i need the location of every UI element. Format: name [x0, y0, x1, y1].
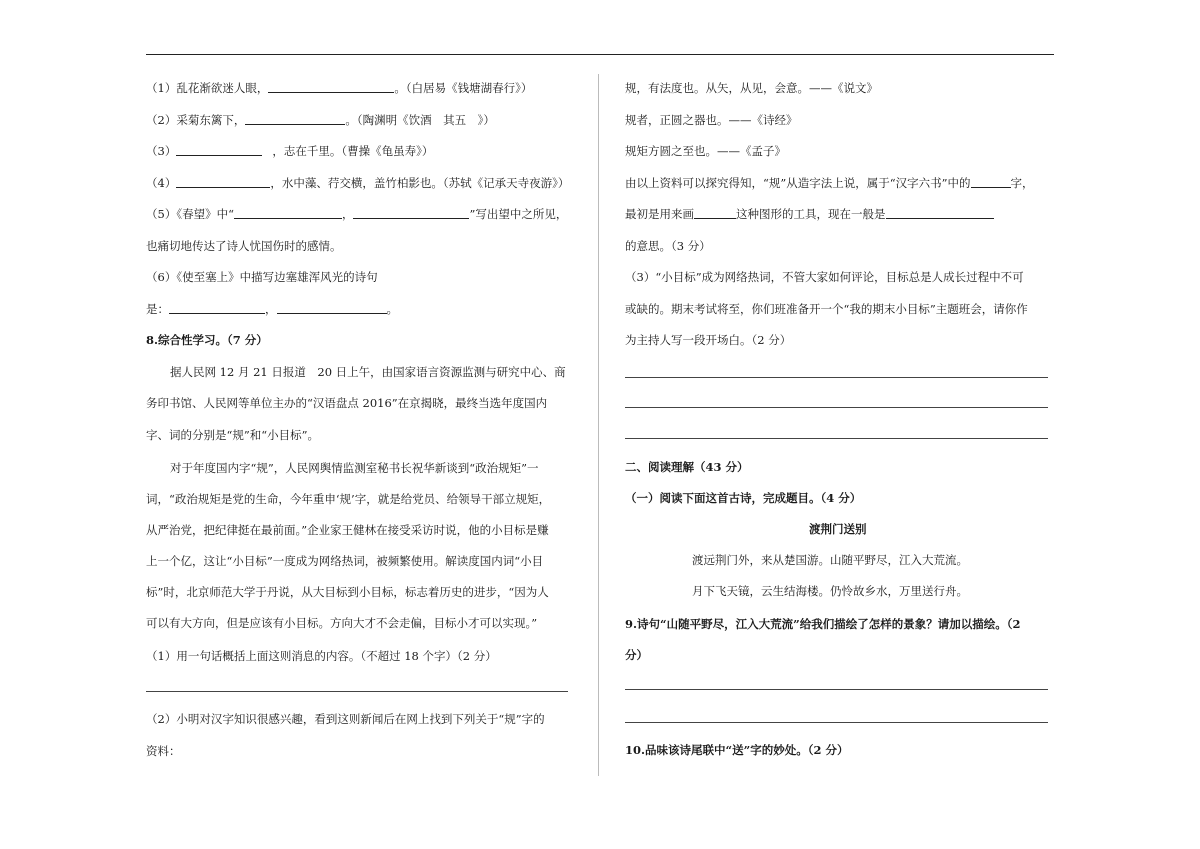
answer-blank[interactable]: [176, 144, 262, 156]
q8-p2-line: 可以有大方向，但是应该有小目标。方向大才不会走偏，目标小才可以实现。”: [146, 616, 538, 630]
q7-item-1-source: 。（白居易《钱塘湖春行》）: [394, 81, 533, 95]
q9-prompt-cont: 分）: [625, 648, 648, 662]
q10-prompt: 10.品味该诗尾联中“送”字的妙处。（2 分）: [625, 743, 849, 757]
answer-line[interactable]: [625, 438, 1048, 439]
q7-item-6-end: 。: [386, 302, 398, 316]
q8-p1-line: 务印书馆、人民网等单位主办的“汉语盘点 2016”在京揭晓，最终当选年度国内: [146, 396, 548, 410]
q8-p2-line: 上一个亿，这让“小目标”一度成为网络热词，被频繁使用。解读度国内词“小目: [146, 554, 544, 568]
section-two-title: 二、阅读理解（43 分）: [625, 460, 749, 474]
q8-p2-line: 标”时，北京师范大学于丹说，从大目标到小目标，标志着历史的进步，“因为人: [146, 585, 549, 599]
q7-item-6-comma: ，: [265, 302, 277, 316]
q7-item-3-prompt: （3）: [146, 144, 177, 158]
q8-sub2-question-end: 的意思。（3 分）: [625, 239, 711, 253]
answer-blank[interactable]: [169, 302, 265, 314]
header-rule: [146, 54, 1054, 55]
poem-line-2: 月下飞天镜，云生结海楼。仍怜故乡水，万里送行舟。: [692, 584, 968, 598]
answer-blank[interactable]: [245, 113, 345, 125]
q7-item-5: [146, 206, 567, 222]
answer-line[interactable]: [625, 722, 1048, 723]
q7-item-6-prompt: 是：: [146, 302, 169, 316]
q8-sub2-cont: 资料：: [146, 744, 181, 758]
q8-sub2-question-text: 这种图形的工具，现在一般是: [736, 207, 886, 221]
q9-prompt: 9.诗句“山随平野尽，江入大荒流”给我们描绘了怎样的景象？请加以描绘。（2: [625, 617, 1021, 631]
answer-blank[interactable]: [277, 302, 387, 314]
answer-blank[interactable]: [694, 207, 736, 219]
q7-item-3-source: ，志在千里。（曹操《龟虽寿》）: [272, 144, 434, 158]
q8-p1-line: 据人民网 12 月 21 日报道 20 日上午，由国家语言资源监测与研究中心、商: [170, 365, 566, 379]
column-divider: [598, 74, 599, 776]
q7-item-2-source: 。（陶渊明《饮酒 其五 》）: [345, 113, 495, 127]
part-one-instruction: （一）阅读下面这首古诗，完成题目。（4 分）: [625, 491, 862, 505]
q7-item-2: [146, 112, 495, 128]
q7-item-4-source: ，水中藻、荇交横，盖竹柏影也。（苏轼《记承天寺夜游》）: [270, 176, 570, 190]
answer-blank[interactable]: [353, 207, 469, 219]
source-shijing: 规者，正圆之器也。——《诗经》: [625, 113, 798, 127]
q8-p2-line: 词，“政治规矩是党的生命，今年重申‘规’字，就是给党员、给领导干部立规矩，: [146, 492, 551, 506]
q8-sub3-cont: 或缺的。期末考试将至，你们班准备开一个“我的期末小目标”主题班会，请你作: [625, 302, 1028, 316]
answer-blank[interactable]: [176, 176, 270, 188]
q7-item-2-prompt: （2）采菊东篱下，: [146, 113, 246, 127]
answer-line[interactable]: [625, 407, 1048, 408]
q8-sub3-cont: 为主持人写一段开场白。（2 分）: [625, 333, 792, 347]
answer-blank[interactable]: [268, 81, 394, 93]
q7-item-5-prompt: （5）《春望》中“: [146, 207, 234, 221]
q7-item-1-prompt: （1）乱花渐欲迷人眼，: [146, 81, 269, 95]
q8-sub2-question-suffix: 字，: [1010, 176, 1034, 190]
source-mengzi: 规矩方圆之至也。——《孟子》: [625, 144, 786, 158]
poem-line-1: 渡远荆门外，来从楚国游。山随平野尽，江入大荒流。: [692, 553, 968, 567]
answer-blank[interactable]: [886, 207, 994, 219]
answer-line[interactable]: [625, 689, 1048, 690]
q7-item-6-cont: [146, 301, 398, 317]
q8-sub2-question-cont: [625, 206, 994, 222]
poem-title: 渡荆门送别: [809, 522, 867, 536]
q8-sub2-question-text: 由以上资料可以探究得知，“规”从造字法上说，属于“汉字六书”中的: [625, 176, 971, 190]
q7-item-6: （6）《使至塞上》中描写边塞雄浑风光的诗句: [146, 270, 378, 284]
q8-title: 8.综合性学习。（7 分）: [146, 333, 268, 347]
q7-item-5-cont: 也痛切地传达了诗人忧国伤时的感情。: [146, 239, 342, 253]
answer-line[interactable]: [146, 691, 568, 692]
answer-blank[interactable]: [971, 176, 1011, 188]
q8-sub3: （3）“小目标”成为网络热词，不管大家如何评论，目标总是人成长过程中不可: [625, 270, 1024, 284]
q8-p2-line: 从严治党，把纪律挺在最前面。”企业家王健林在接受采访时说，他的小目标是赚: [146, 523, 549, 537]
q7-item-5-comma: ，: [341, 207, 354, 221]
q8-sub1: （1）用一句话概括上面这则消息的内容。（不超过 18 个字）（2 分）: [146, 649, 497, 663]
q7-item-4: [146, 175, 569, 191]
q7-item-1: [146, 80, 532, 96]
q7-item-5-tail: ”写出望中之所见，: [469, 207, 568, 221]
q8-sub2-question: [625, 175, 1034, 191]
answer-line[interactable]: [625, 377, 1048, 378]
q7-item-4-prompt: （4）: [146, 176, 177, 190]
q8-sub2: （2）小明对汉字知识很感兴趣，看到这则新闻后在网上找到下列关于“规”字的: [146, 712, 545, 726]
q7-item-3: [146, 143, 433, 159]
q8-p2-line: 对于年度国内字“规”，人民网舆情监测室秘书长祝华新谈到“政治规矩”一: [170, 461, 539, 475]
answer-blank[interactable]: [234, 207, 342, 219]
source-shuowen: 规，有法度也。从矢，从见，会意。——《说文》: [625, 81, 878, 95]
q8-p1-line: 字、词的分别是“规”和“小目标”。: [146, 428, 320, 442]
q8-sub2-question-text: 最初是用来画: [625, 207, 694, 221]
